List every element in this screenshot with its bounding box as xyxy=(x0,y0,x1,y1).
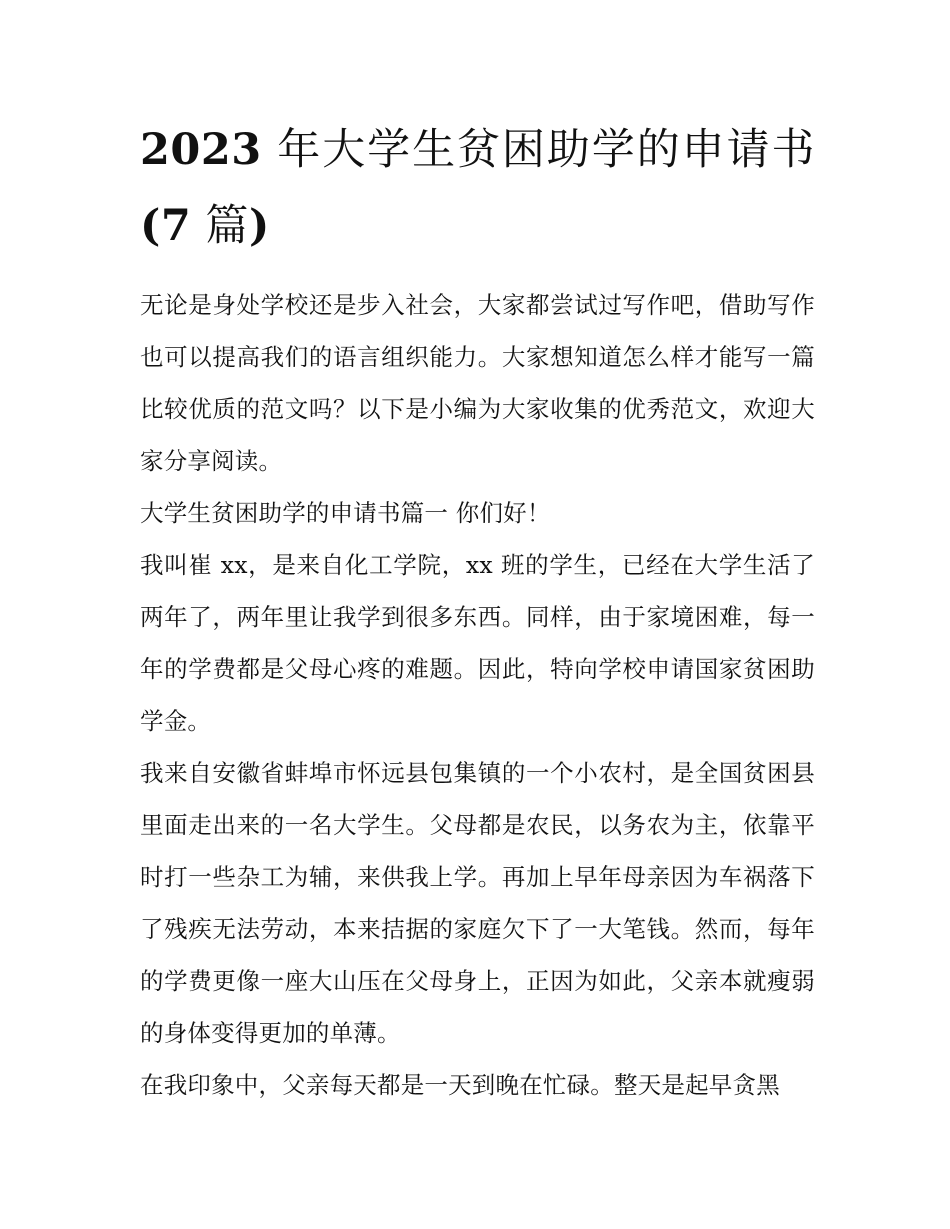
title-text-b: 篇 xyxy=(191,201,249,251)
document-content xyxy=(140,112,815,1111)
paragraph-family-background: 我来自安徽省蚌埠市怀远县包集镇的一个小农村，是全国贫困县里面走出来的一名大学生。父母都是农民，以务农为主，依靠平时打一些杂工为辅，来供我上学。再加上早年母亲因为车祸落下了残疾无法劳动，本来拮据的家庭欠下了一大笔钱。然而，每年的学费更像一座大山压在父母身上，正因为如此，父亲本就瘦弱的身体变得更加的单薄。 xyxy=(140,759,815,1047)
document-body xyxy=(140,279,815,1111)
paragraph-intro: 无论是身处学校还是步入社会，大家都尝试过写作吧，借助写作也可以提高我们的语言组织能力。大家想知道怎么样才能写一篇比较优质的范文吗？以下是小编为大家收集的优秀范文，欢迎大家分享阅读。 xyxy=(140,291,815,475)
title-paren-close: ) xyxy=(248,201,270,251)
paragraph-self-introduction: 我叫崔 xx，是来自化工学院，xx 班的学生，已经在大学生活了两年了，两年里让我学到很多东西。同样，由于家境困难，每一年的学费都是父母心疼的难题。因此，特向学校申请国家贫困助学金。 xyxy=(140,551,815,735)
title-year: 2023 xyxy=(140,125,262,175)
document-title xyxy=(140,112,815,264)
title-text-a: 年大学生贫困助学的申请书 xyxy=(261,125,815,175)
paragraph-heading-greeting: 大学生贫困助学的申请书篇一 你们好！ xyxy=(140,499,551,527)
paragraph-father: 在我印象中，父亲每天都是一天到晚在忙碌。整天是起早贪黑 xyxy=(140,1071,780,1099)
title-paren-open: (7 xyxy=(140,201,192,251)
